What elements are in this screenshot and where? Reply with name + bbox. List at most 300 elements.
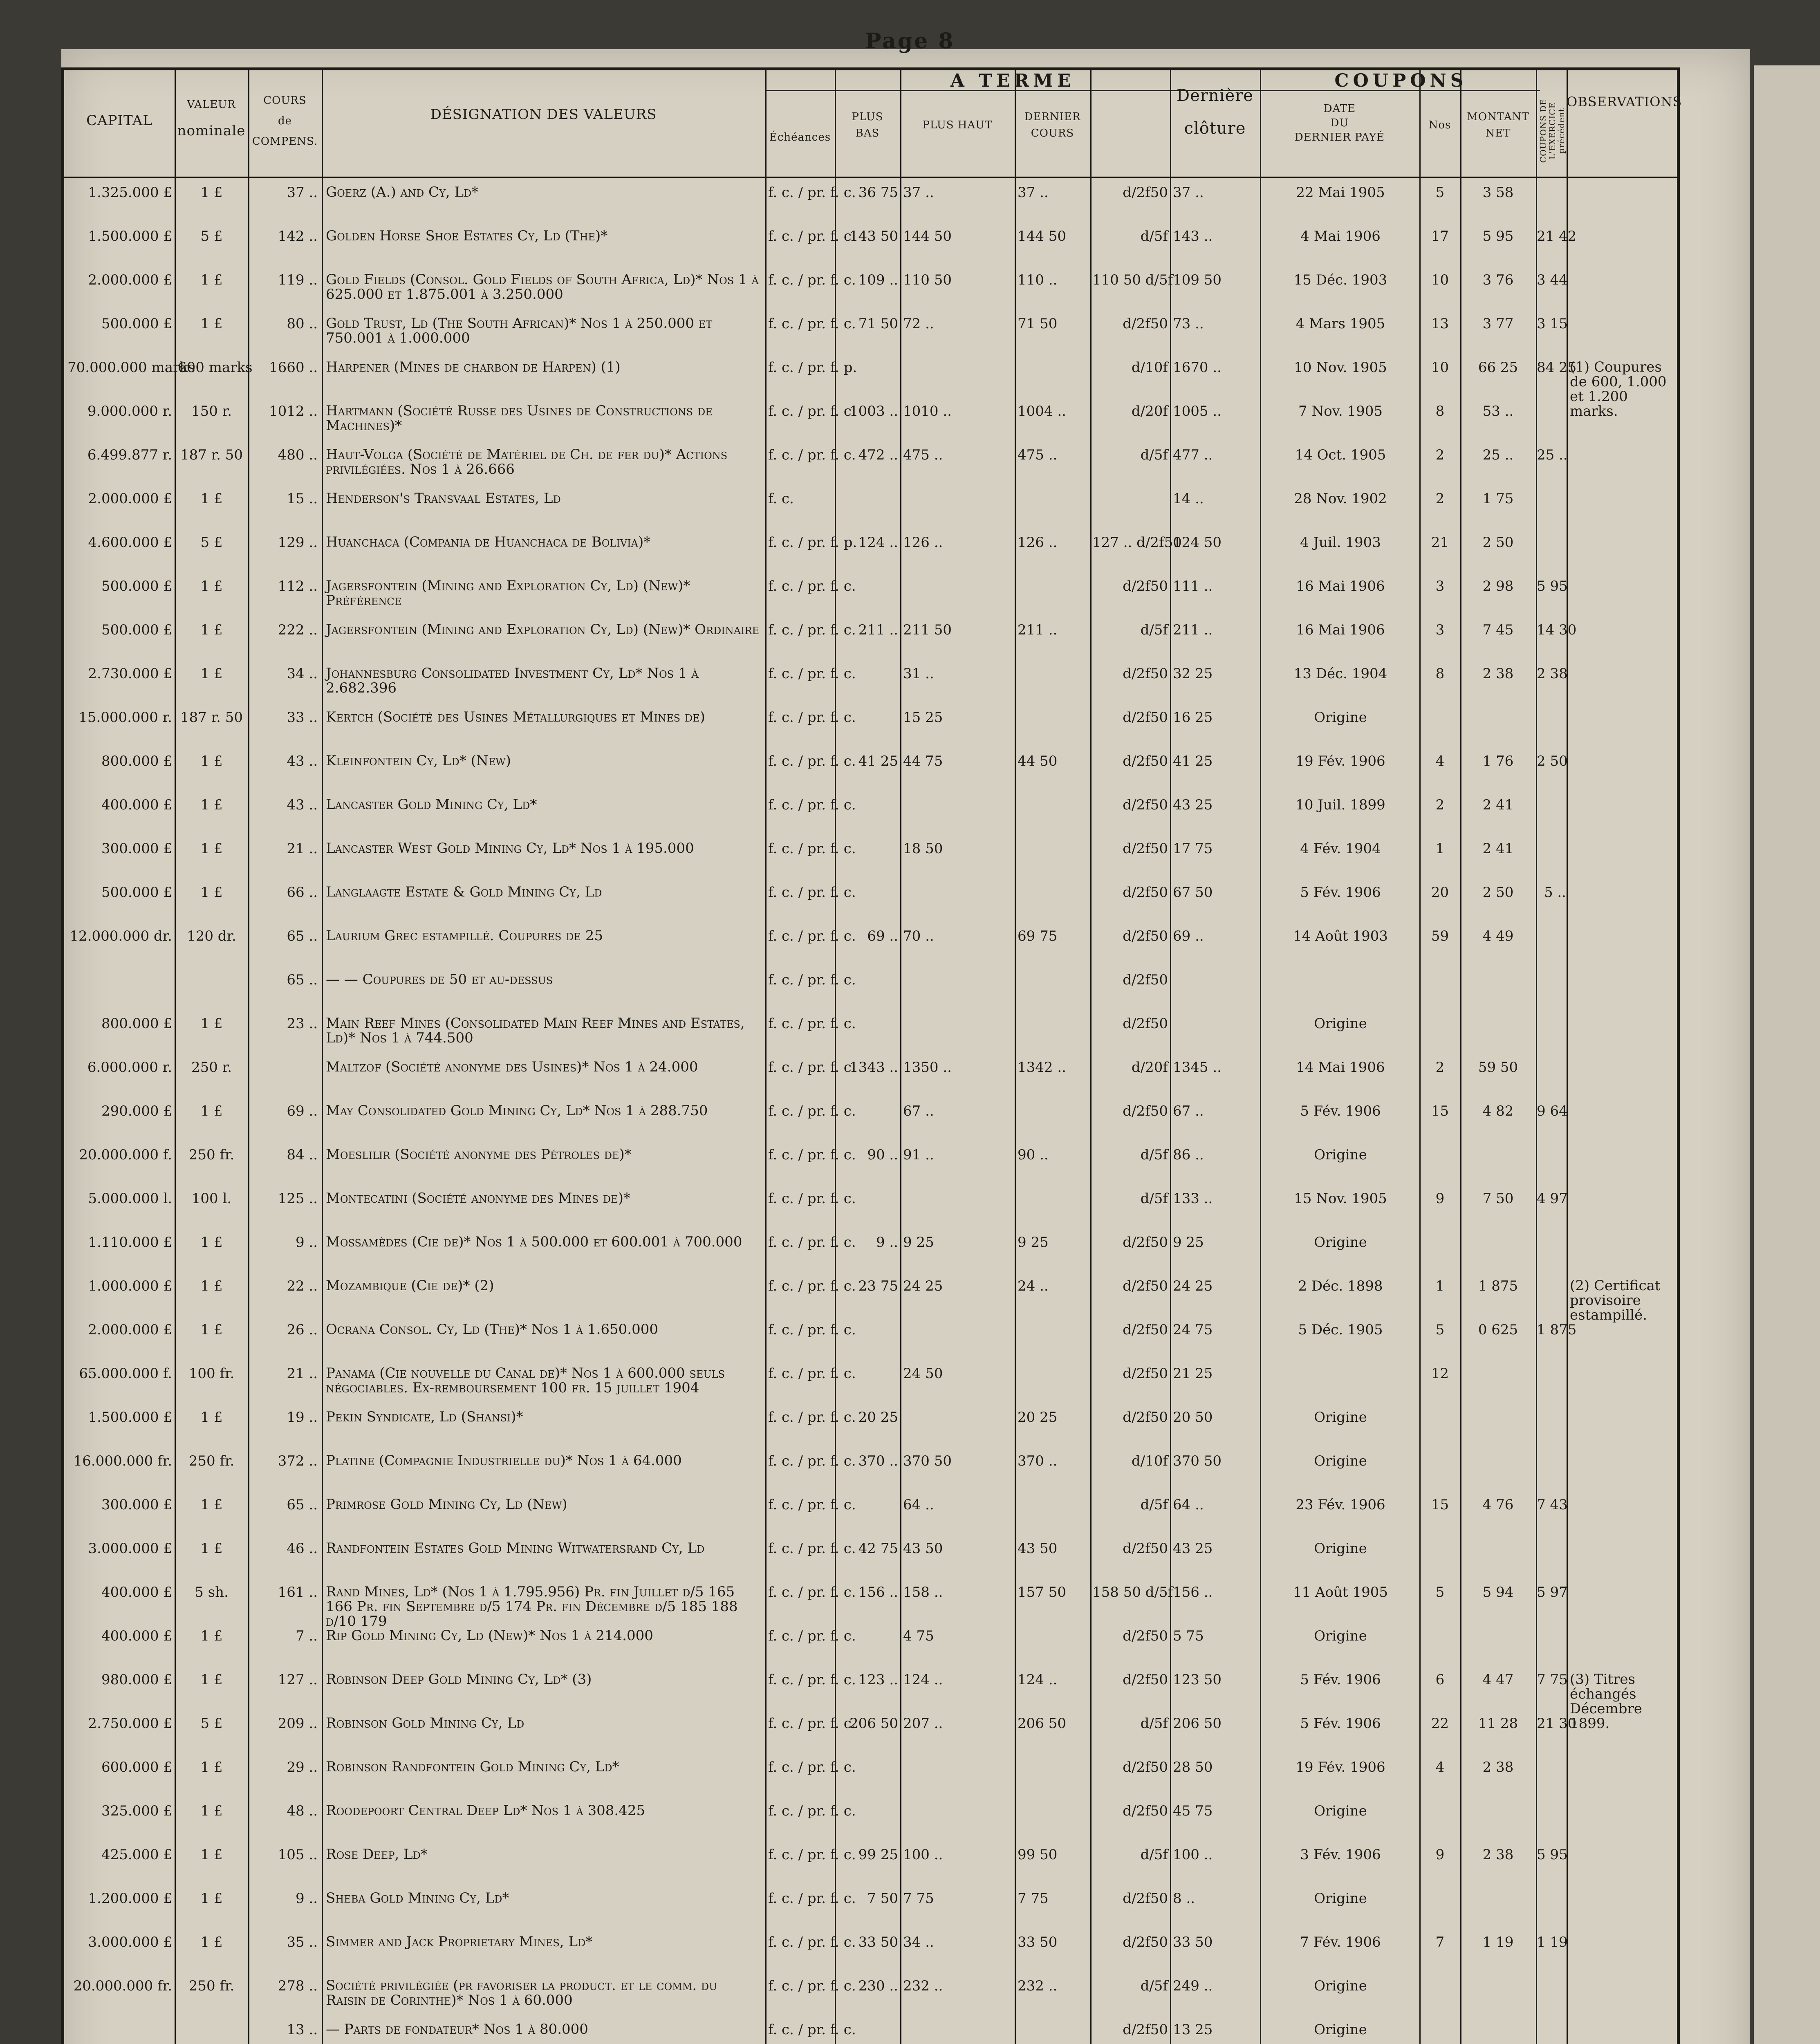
cell-nominal: 5 £ bbox=[200, 1715, 223, 1732]
cell-ech: f. c. / pr. f. c. bbox=[768, 666, 856, 682]
cell-designation: Panama (Cie nouvelle du Canal de)* Nos 1 à 600.000 seuls négociables. Ex-remboursement 100 fr. 15 juillet 1904 bbox=[326, 1365, 725, 1396]
cell-haut: 126 .. bbox=[903, 534, 943, 551]
header-bas: BAS bbox=[855, 127, 880, 139]
cell-haut: 100 .. bbox=[903, 1847, 943, 1863]
cell-capital: 9.000.000 r. bbox=[87, 403, 172, 419]
cell-exercice: 84 25 bbox=[1537, 359, 1577, 376]
cell-designation: Main Reef Mines (Consolidated Main Reef Mines and Estates, Ld)* Nos 1 à 744.500 bbox=[326, 1015, 745, 1046]
cell-primes: d/2f50 bbox=[1123, 1628, 1168, 1644]
cell-montant: 4 49 bbox=[1482, 928, 1514, 944]
cell-num: 7 bbox=[1435, 1934, 1445, 1950]
cell-bas: 7 50 bbox=[867, 1890, 898, 1907]
cell-ech: f. c. / pr. f. c. bbox=[768, 316, 856, 332]
cell-nominal: 1 £ bbox=[200, 753, 223, 769]
cell-cloture: 86 .. bbox=[1173, 1147, 1204, 1163]
cell-dernier: 157 50 bbox=[1018, 1584, 1066, 1600]
header-numero: Nos bbox=[1428, 119, 1451, 131]
cell-designation: Kertch (Société des Usines Métallurgiques et Mines de) bbox=[326, 709, 705, 725]
cell-compens: 15 .. bbox=[287, 491, 318, 507]
table-row bbox=[64, 749, 1677, 792]
cell-primes: d/2f50 bbox=[1123, 1759, 1168, 1775]
cell-designation: Rip Gold Mining Cy, Ld (New)* Nos 1 à 214.000 bbox=[326, 1627, 653, 1644]
cell-compens: 46 .. bbox=[287, 1540, 318, 1557]
cell-obs: (3) Titres échangés Décembre 1899. bbox=[1570, 1671, 1642, 1732]
cell-dernier: 20 25 bbox=[1018, 1409, 1058, 1425]
cell-date: 5 Fév. 1906 bbox=[1300, 1715, 1381, 1732]
cell-ech: f. c. / pr. f. c. bbox=[768, 840, 856, 857]
cell-nominal: 150 r. bbox=[191, 403, 232, 419]
cell-ech: f. c. / pr. f. c. bbox=[768, 797, 856, 813]
cell-cloture: 41 25 bbox=[1173, 753, 1213, 769]
cell-date: 7 Fév. 1906 bbox=[1300, 1934, 1381, 1950]
cell-cloture: 67 50 bbox=[1173, 884, 1213, 901]
cell-designation: Rose Deep, Ld* bbox=[326, 1846, 428, 1862]
cell-cloture: 1005 .. bbox=[1173, 403, 1222, 419]
cell-compens: 37 .. bbox=[287, 184, 318, 201]
cell-capital: 3.000.000 £ bbox=[88, 1934, 172, 1950]
cell-cloture: 32 25 bbox=[1173, 666, 1213, 682]
cell-bas: 42 75 bbox=[858, 1540, 898, 1557]
cell-capital: 65.000.000 f. bbox=[79, 1365, 172, 1382]
cell-compens: 19 .. bbox=[287, 1409, 318, 1425]
cell-dernier: 232 .. bbox=[1018, 1978, 1058, 1994]
cell-primes: d/2f50 bbox=[1123, 1278, 1168, 1294]
table-row bbox=[64, 2017, 1677, 2044]
cell-cloture: 5 75 bbox=[1173, 1628, 1204, 1644]
header-rule bbox=[64, 177, 1677, 178]
cell-ech: f. c. / pr. f. c. bbox=[768, 1453, 856, 1469]
cell-ech: f. c. / pr. f. c. bbox=[768, 228, 856, 244]
cell-num: 10 bbox=[1431, 272, 1449, 288]
cell-date: Origine bbox=[1314, 1147, 1367, 1163]
cell-num: 17 bbox=[1431, 228, 1449, 244]
cell-bas: 23 75 bbox=[858, 1278, 898, 1294]
cell-designation: Robinson Gold Mining Cy, Ld bbox=[326, 1715, 524, 1731]
cell-exercice: 4 97 bbox=[1537, 1190, 1568, 1207]
cell-capital: 5.000.000 l. bbox=[88, 1190, 172, 1207]
cell-montant: 2 41 bbox=[1482, 797, 1514, 813]
cell-haut: 1350 .. bbox=[903, 1059, 952, 1076]
cell-primes: d/5f bbox=[1140, 1978, 1168, 1994]
cell-compens: 43 .. bbox=[287, 753, 318, 769]
cell-primes: 127 .. d/2f50 bbox=[1092, 534, 1182, 551]
cell-dernier: 144 50 bbox=[1018, 228, 1066, 244]
cell-primes: d/20f bbox=[1131, 403, 1168, 419]
cell-montant: 1 19 bbox=[1482, 1934, 1514, 1950]
cell-exercice: 21 42 bbox=[1537, 228, 1577, 244]
cell-ech: f. c. / pr. f. c. bbox=[768, 1584, 856, 1600]
cell-ech: f. c. / pr. f. c. bbox=[768, 272, 856, 288]
cell-date: 5 Fév. 1906 bbox=[1300, 1672, 1381, 1688]
cell-haut: 70 .. bbox=[903, 928, 934, 944]
cell-haut: 124 .. bbox=[903, 1672, 943, 1688]
cell-montant: 4 47 bbox=[1482, 1672, 1514, 1688]
cell-num: 21 bbox=[1431, 534, 1449, 551]
cell-capital: 500.000 £ bbox=[101, 578, 172, 594]
cell-capital: 290.000 £ bbox=[101, 1103, 172, 1119]
cell-ech: f. c. / pr. f. c. bbox=[768, 928, 856, 944]
cell-nominal: 1 £ bbox=[200, 1278, 223, 1294]
header-plus: PLUS bbox=[852, 111, 883, 123]
cell-compens: 65 .. bbox=[287, 928, 318, 944]
cell-ech: f. c. / pr. f. c. bbox=[768, 1059, 856, 1076]
table-row bbox=[64, 792, 1677, 836]
header-valeur: VALEUR bbox=[187, 99, 236, 111]
cell-compens: 22 .. bbox=[287, 1278, 318, 1294]
cell-nominal: 1 £ bbox=[200, 316, 223, 332]
cell-haut: 9 25 bbox=[903, 1234, 934, 1251]
cell-num: 4 bbox=[1435, 1759, 1445, 1775]
cell-dernier: 24 .. bbox=[1018, 1278, 1049, 1294]
cell-primes: d/2f50 bbox=[1123, 753, 1168, 769]
cell-ech: f. c. / pr. f. c. bbox=[768, 1847, 856, 1863]
cell-nominal: 1 £ bbox=[200, 666, 223, 682]
cell-montant: 1 76 bbox=[1482, 753, 1514, 769]
cell-compens: 65 .. bbox=[287, 1497, 318, 1513]
cell-designation: Kleinfontein Cy, Ld* (New) bbox=[326, 753, 511, 769]
cell-exercice: 2 50 bbox=[1537, 753, 1568, 769]
cell-capital: 20.000.000 f. bbox=[79, 1147, 172, 1163]
cell-compens: 209 .. bbox=[278, 1715, 318, 1732]
cell-capital: 6.000.000 r. bbox=[87, 1059, 172, 1076]
cell-ech: f. c. / pr. f. c. bbox=[768, 184, 856, 201]
cell-nominal: 5 £ bbox=[200, 228, 223, 244]
cell-compens: 119 .. bbox=[278, 272, 318, 288]
cell-exercice: 5 97 bbox=[1537, 1584, 1568, 1600]
cell-ech: f. c. / pr. f. p. bbox=[768, 359, 857, 376]
cell-ech: f. c. / pr. f. c. bbox=[768, 1540, 856, 1557]
cell-designation: Gold Trust, Ld (The South African)* Nos 1 à 250.000 et 750.001 à 1.000.000 bbox=[326, 315, 713, 346]
cell-ech: f. c. / pr. f. c. bbox=[768, 1190, 856, 1207]
cell-ech: f. c. bbox=[768, 491, 794, 507]
cell-compens: 480 .. bbox=[278, 447, 318, 463]
cell-capital: 2.000.000 £ bbox=[88, 272, 172, 288]
table-row bbox=[64, 1011, 1677, 1055]
table-row bbox=[64, 1448, 1677, 1492]
cell-bas: 206 50 bbox=[849, 1715, 898, 1732]
cell-nominal: 600 marks bbox=[178, 359, 253, 376]
cell-cloture: 109 50 bbox=[1173, 272, 1222, 288]
header-net: NET bbox=[1485, 127, 1511, 139]
table-row bbox=[64, 1055, 1677, 1098]
cell-compens: 161 .. bbox=[278, 1584, 318, 1600]
table-row bbox=[64, 1273, 1677, 1323]
cell-nominal: 1 £ bbox=[200, 184, 223, 201]
cell-compens: 1012 .. bbox=[269, 403, 318, 419]
cell-date: 15 Déc. 1903 bbox=[1293, 272, 1387, 288]
cell-date: Origine bbox=[1314, 1803, 1367, 1819]
cell-cloture: 69 .. bbox=[1173, 928, 1204, 944]
cell-montant: 2 50 bbox=[1482, 534, 1514, 551]
cell-num: 9 bbox=[1435, 1190, 1445, 1207]
table-row bbox=[64, 923, 1677, 967]
cell-compens: 23 .. bbox=[287, 1015, 318, 1032]
cell-bas: 109 .. bbox=[858, 272, 898, 288]
cell-bas: 90 .. bbox=[867, 1147, 898, 1163]
cell-cloture: 211 .. bbox=[1173, 622, 1213, 638]
table-row bbox=[64, 1930, 1677, 1973]
cell-nominal: 1 £ bbox=[200, 1803, 223, 1819]
cell-num: 8 bbox=[1435, 666, 1445, 682]
cell-primes: d/2f50 bbox=[1123, 578, 1168, 594]
header-observations: OBSERVATIONS bbox=[1567, 94, 1682, 110]
header-cloture: clôture bbox=[1184, 119, 1246, 138]
cell-haut: 7 75 bbox=[903, 1890, 934, 1907]
cell-primes: d/2f50 bbox=[1123, 1015, 1168, 1032]
cell-nominal: 1 £ bbox=[200, 1234, 223, 1251]
cell-num: 5 bbox=[1435, 1584, 1445, 1600]
cell-exercice: 21 30 bbox=[1537, 1715, 1577, 1732]
cell-designation: Roodepoort Central Deep Ld* Nos 1 à 308.425 bbox=[326, 1802, 646, 1819]
cell-ech: f. c. / pr. f. c. bbox=[768, 1978, 856, 1994]
cell-cloture: 143 .. bbox=[1173, 228, 1213, 244]
cell-compens: 1660 .. bbox=[269, 359, 318, 376]
cell-primes: d/2f50 bbox=[1123, 1409, 1168, 1425]
cell-num: 2 bbox=[1435, 491, 1445, 507]
cell-capital: 4.600.000 £ bbox=[88, 534, 172, 551]
cell-primes: d/5f bbox=[1140, 1497, 1168, 1513]
cell-designation: Robinson Randfontein Gold Mining Cy, Ld* bbox=[326, 1759, 619, 1775]
cell-haut: 110 50 bbox=[903, 272, 952, 288]
cell-cloture: 1345 .. bbox=[1173, 1059, 1222, 1076]
cell-bas: 472 .. bbox=[858, 447, 898, 463]
cell-cloture: 14 .. bbox=[1173, 491, 1204, 507]
cell-nominal: 1 £ bbox=[200, 1497, 223, 1513]
cell-montant: 3 77 bbox=[1482, 316, 1514, 332]
cell-num: 22 bbox=[1431, 1715, 1449, 1732]
cell-capital: 2.730.000 £ bbox=[88, 666, 172, 682]
cell-capital: 1.500.000 £ bbox=[88, 228, 172, 244]
table-row bbox=[64, 1186, 1677, 1230]
cell-primes: d/5f bbox=[1140, 1847, 1168, 1863]
cell-compens: 33 .. bbox=[287, 709, 318, 726]
cell-dernier: 124 .. bbox=[1018, 1672, 1058, 1688]
cell-nominal: 1 £ bbox=[200, 1015, 223, 1032]
cell-designation: Simmer and Jack Proprietary Mines, Ld* bbox=[326, 1934, 593, 1950]
cell-haut: 31 .. bbox=[903, 666, 934, 682]
cell-exercice: 5 95 bbox=[1537, 1847, 1568, 1863]
cell-date: 3 Fév. 1906 bbox=[1300, 1847, 1381, 1863]
cell-date: 11 Août 1905 bbox=[1293, 1584, 1388, 1600]
cell-dernier: 99 50 bbox=[1018, 1847, 1058, 1863]
cell-bas: 230 .. bbox=[858, 1978, 898, 1994]
cell-montant: 2 38 bbox=[1482, 1847, 1514, 1863]
cell-num: 2 bbox=[1435, 797, 1445, 813]
cell-capital: 325.000 £ bbox=[101, 1803, 172, 1819]
cell-ech: f. c. / pr. f. c. bbox=[768, 1147, 856, 1163]
cell-date: 14 Mai 1906 bbox=[1296, 1059, 1385, 1076]
header-cours-2: COURS bbox=[1031, 127, 1074, 139]
cell-num: 12 bbox=[1431, 1365, 1449, 1382]
cell-compens: 21 .. bbox=[287, 840, 318, 857]
cell-ech: f. c. / pr. f. c. bbox=[768, 1759, 856, 1775]
cell-num: 6 bbox=[1435, 1672, 1445, 1688]
cell-compens: 127 .. bbox=[278, 1672, 318, 1688]
cell-primes: d/2f50 bbox=[1123, 1234, 1168, 1251]
cell-exercice: 25 .. bbox=[1537, 447, 1568, 463]
cell-montant: 7 45 bbox=[1482, 622, 1514, 638]
cell-nominal: 1 £ bbox=[200, 622, 223, 638]
cell-montant: 5 94 bbox=[1482, 1584, 1514, 1600]
cell-bas: 69 .. bbox=[867, 928, 898, 944]
table-row bbox=[64, 311, 1677, 355]
cell-date: 4 Mai 1906 bbox=[1300, 228, 1381, 244]
cell-date: 14 Août 1903 bbox=[1293, 928, 1388, 944]
cell-exercice: 7 75 bbox=[1537, 1672, 1568, 1688]
table-row bbox=[64, 1317, 1677, 1361]
cell-compens: 65 .. bbox=[287, 972, 318, 988]
cell-capital: 500.000 £ bbox=[101, 884, 172, 901]
cell-cloture: 249 .. bbox=[1173, 1978, 1213, 1994]
table-row bbox=[64, 1711, 1677, 1755]
cell-exercice: 9 64 bbox=[1537, 1103, 1568, 1119]
cell-compens: 9 .. bbox=[295, 1234, 318, 1251]
header-echeances: Échéances bbox=[769, 131, 831, 143]
cell-date: 23 Fév. 1906 bbox=[1296, 1497, 1385, 1513]
cell-dernier: 1004 .. bbox=[1018, 403, 1066, 419]
cell-designation: — Parts de fondateur* Nos 1 à 80.000 bbox=[326, 2021, 588, 2037]
cell-date: 16 Mai 1906 bbox=[1296, 578, 1385, 594]
cell-num: 59 bbox=[1431, 928, 1449, 944]
cell-primes: d/2f50 bbox=[1123, 1672, 1168, 1688]
cell-designation: Mozambique (Cie de)* (2) bbox=[326, 1278, 494, 1294]
table-row bbox=[64, 1886, 1677, 1930]
cell-bas: 71 50 bbox=[858, 316, 898, 332]
header-plus-haut: PLUS HAUT bbox=[922, 119, 993, 131]
cell-designation: Mossamèdes (Cie de)* Nos 1 à 500.000 et 600.001 à 700.000 bbox=[326, 1234, 742, 1250]
cell-nominal: 5 sh. bbox=[195, 1584, 229, 1600]
cell-haut: 24 50 bbox=[903, 1365, 943, 1382]
cell-nominal: 1 £ bbox=[200, 1934, 223, 1950]
table-row bbox=[64, 705, 1677, 749]
cell-bas: 1343 .. bbox=[849, 1059, 898, 1076]
cell-ech: f. c. / pr. f. c. bbox=[768, 1234, 856, 1251]
cell-designation: Ocrana Consol. Cy, Ld (The)* Nos 1 à 1.650.000 bbox=[326, 1321, 658, 1338]
cell-designation: Huanchaca (Compania de Huanchaca de Bolivia)* bbox=[326, 534, 651, 550]
cell-ech: f. c. / pr. f. c. bbox=[768, 1322, 856, 1338]
cell-designation: Hartmann (Société Russe des Usines de Constructions de Machines)* bbox=[326, 403, 713, 434]
cell-date: Origine bbox=[1314, 1890, 1367, 1907]
cell-compens: 372 .. bbox=[278, 1453, 318, 1469]
cell-date: Origine bbox=[1314, 1540, 1367, 1557]
cell-haut: 158 .. bbox=[903, 1584, 943, 1600]
cell-primes: d/5f bbox=[1140, 622, 1168, 638]
cell-nominal: 5 £ bbox=[200, 534, 223, 551]
cell-designation: Golden Horse Shoe Estates Cy, Ld (The)* bbox=[326, 228, 608, 244]
cell-exercice: 2 38 bbox=[1537, 666, 1568, 682]
header-dernier-paye: DERNIER PAYÉ bbox=[1294, 131, 1385, 143]
table-row bbox=[64, 442, 1677, 486]
cell-dernier: 211 .. bbox=[1018, 622, 1058, 638]
cell-cloture: 24 75 bbox=[1173, 1322, 1213, 1338]
table-row bbox=[64, 1973, 1677, 2017]
cell-haut: 211 50 bbox=[903, 622, 952, 638]
cell-nominal: 1 £ bbox=[200, 1672, 223, 1688]
cell-primes: d/2f50 bbox=[1123, 1934, 1168, 1950]
cell-designation: Platine (Compagnie Industrielle du)* Nos 1 à 64.000 bbox=[326, 1452, 682, 1469]
cell-nominal: 250 fr. bbox=[188, 1147, 235, 1163]
cell-montant: 4 76 bbox=[1482, 1497, 1514, 1513]
cell-ech: f. c. / pr. f. c. bbox=[768, 622, 856, 638]
table-row bbox=[64, 1755, 1677, 1798]
cell-capital: 400.000 £ bbox=[101, 1628, 172, 1644]
cell-primes: d/2f50 bbox=[1123, 2022, 1168, 2038]
cell-capital: 1.000.000 £ bbox=[88, 1278, 172, 1294]
cell-primes: d/2f50 bbox=[1123, 1322, 1168, 1338]
cell-nominal: 1 £ bbox=[200, 1540, 223, 1557]
cell-designation: Randfontein Estates Gold Mining Witwatersrand Cy, Ld bbox=[326, 1540, 705, 1556]
cell-haut: 91 .. bbox=[903, 1147, 934, 1163]
cell-dernier: 43 50 bbox=[1018, 1540, 1058, 1557]
header-a-terme: A TERME bbox=[950, 70, 1075, 91]
cell-montant: 2 38 bbox=[1482, 1759, 1514, 1775]
table-row bbox=[64, 1142, 1677, 1186]
cell-cloture: 21 25 bbox=[1173, 1365, 1213, 1382]
cell-haut: 15 25 bbox=[903, 709, 943, 726]
cell-capital: 6.499.877 r. bbox=[87, 447, 172, 463]
cell-compens: 66 .. bbox=[287, 884, 318, 901]
table-row bbox=[64, 1492, 1677, 1536]
cell-num: 15 bbox=[1431, 1497, 1449, 1513]
cell-num: 9 bbox=[1435, 1847, 1445, 1863]
cell-dernier: 90 .. bbox=[1018, 1147, 1049, 1163]
cell-dernier: 126 .. bbox=[1018, 534, 1058, 551]
cell-date: 13 Déc. 1904 bbox=[1293, 666, 1387, 682]
header-de: de bbox=[278, 115, 292, 127]
cell-capital: 12.000.000 dr. bbox=[69, 928, 172, 944]
cell-haut: 207 .. bbox=[903, 1715, 943, 1732]
cell-date: 10 Nov. 1905 bbox=[1294, 359, 1387, 376]
cell-bas: 20 25 bbox=[858, 1409, 898, 1425]
cell-haut: 1010 .. bbox=[903, 403, 952, 419]
cell-bas: 36 75 bbox=[858, 184, 898, 201]
cell-ech: f. c. / pr. f. c. bbox=[768, 1278, 856, 1294]
cell-date: 19 Fév. 1906 bbox=[1296, 753, 1385, 769]
cell-designation: Henderson's Transvaal Estates, Ld bbox=[326, 490, 561, 507]
cell-date: 5 Fév. 1906 bbox=[1300, 1103, 1381, 1119]
cell-date: 28 Nov. 1902 bbox=[1294, 491, 1387, 507]
cell-compens: 48 .. bbox=[287, 1803, 318, 1819]
cell-num: 5 bbox=[1435, 184, 1445, 201]
cell-montant: 2 38 bbox=[1482, 666, 1514, 682]
header-nominale: nominale bbox=[177, 123, 246, 139]
cell-designation: Sheba Gold Mining Cy, Ld* bbox=[326, 1890, 509, 1906]
cell-date: 19 Fév. 1906 bbox=[1296, 1759, 1385, 1775]
cell-cloture: 13 25 bbox=[1173, 2022, 1213, 2038]
cell-cloture: 67 .. bbox=[1173, 1103, 1204, 1119]
cell-designation: Pekin Syndicate, Ld (Shansi)* bbox=[326, 1409, 523, 1425]
cell-primes: d/2f50 bbox=[1123, 884, 1168, 901]
cell-ech: f. c. / pr. f. c. bbox=[768, 403, 856, 419]
cell-dernier: 206 50 bbox=[1018, 1715, 1066, 1732]
cell-nominal: 250 fr. bbox=[188, 1978, 235, 1994]
cell-primes: 158 50 d/5f bbox=[1092, 1584, 1173, 1600]
cell-designation: Langlaagte Estate & Gold Mining Cy, Ld bbox=[326, 884, 602, 900]
cell-nominal: 100 fr. bbox=[188, 1365, 235, 1382]
cell-nominal: 1 £ bbox=[200, 578, 223, 594]
cell-primes: d/5f bbox=[1140, 1715, 1168, 1732]
cell-ech: f. c. / pr. f. c. bbox=[768, 709, 856, 726]
cell-ech: f. c. / pr. f. c. bbox=[768, 1365, 856, 1382]
cell-primes: d/5f bbox=[1140, 228, 1168, 244]
table-row bbox=[64, 530, 1677, 574]
next-page-edge bbox=[1754, 65, 1820, 2044]
cell-primes: d/10f bbox=[1131, 359, 1168, 376]
table-row bbox=[64, 1405, 1677, 1448]
cell-date: 16 Mai 1906 bbox=[1296, 622, 1385, 638]
cell-nominal: 187 r. 50 bbox=[180, 709, 243, 726]
cell-capital: 800.000 £ bbox=[101, 753, 172, 769]
